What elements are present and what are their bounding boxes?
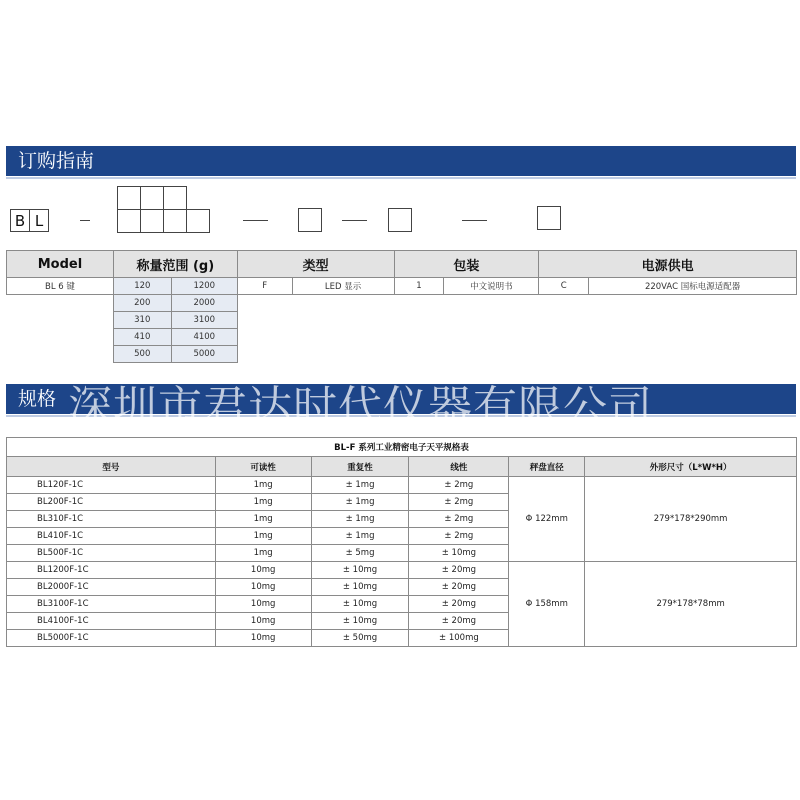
table-row: BL120F-1C 1mg ± 1mg ± 2mg Φ 122mm 279*178*290mm: [7, 477, 797, 494]
table-row: BL410F-1C 1mg ± 1mg ± 2mg: [7, 528, 797, 545]
model-value: BL 6 键: [7, 278, 114, 295]
header-model: Model: [7, 251, 114, 278]
dimensions-group2: 279*178*78mm: [585, 562, 797, 647]
prefix-letter-l: L: [29, 209, 49, 232]
spec-title: 规格: [18, 388, 57, 410]
code-box: [186, 209, 210, 233]
header-readability: 可读性: [215, 457, 311, 477]
range-max: 4100: [171, 329, 237, 346]
pack-code-box: [388, 208, 412, 232]
type-code: F: [237, 278, 292, 295]
order-guide-banner: [6, 146, 796, 176]
table-row: BL310F-1C 1mg ± 1mg ± 2mg: [7, 511, 797, 528]
pan-diameter-group2: Φ 158mm: [509, 562, 585, 647]
table-row: BL200F-1C 1mg ± 1mg ± 2mg: [7, 494, 797, 511]
pack-desc: 中文说明书: [444, 278, 539, 295]
code-box: [140, 209, 164, 233]
separator-dash: [342, 220, 367, 221]
table-row: BL5000F-1C 10mg ± 50mg ± 100mg: [7, 630, 797, 647]
header-power: 电源供电: [539, 251, 797, 278]
header-dimensions: 外形尺寸（L*W*H）: [585, 457, 797, 477]
power-code: C: [539, 278, 589, 295]
spec-table-title: BL-F 系列工业精密电子天平规格表: [7, 438, 797, 457]
power-code-box: [537, 206, 561, 230]
header-package: 包装: [394, 251, 539, 278]
range-min: 310: [114, 312, 172, 329]
header-model: 型号: [7, 457, 216, 477]
separator-dash: [462, 220, 487, 221]
code-box: [140, 186, 164, 210]
range-max: 5000: [171, 346, 237, 363]
spec-table: [6, 437, 797, 647]
power-desc: 220VAC 国标电源适配器: [589, 278, 797, 295]
type-code-box: [298, 208, 322, 232]
prefix-letter-b: B: [10, 209, 30, 232]
separator-dash: [80, 220, 90, 221]
table-row: BL4100F-1C 10mg ± 10mg ± 20mg: [7, 613, 797, 630]
table-row: BL2000F-1C 10mg ± 10mg ± 20mg: [7, 579, 797, 596]
code-box: [117, 186, 141, 210]
order-guide-title: 订购指南: [18, 150, 95, 172]
separator-dash: [243, 220, 268, 221]
header-type: 类型: [237, 251, 394, 278]
range-min: 410: [114, 329, 172, 346]
header-pan-diameter: 秤盘直径: [509, 457, 585, 477]
range-min: 120: [113, 278, 171, 295]
range-max: 2000: [171, 295, 237, 312]
pan-diameter-group1: Φ 122mm: [509, 477, 585, 562]
range-max: 3100: [171, 312, 237, 329]
type-desc: LED 显示: [292, 278, 394, 295]
order-guide-table: [6, 250, 797, 295]
code-box: [163, 186, 187, 210]
pack-code: 1: [394, 278, 444, 295]
header-linearity: 线性: [409, 457, 509, 477]
table-row: BL500F-1C 1mg ± 5mg ± 10mg: [7, 545, 797, 562]
header-range: 称量范围 (g): [113, 251, 237, 278]
table-row: BL1200F-1C 10mg ± 10mg ± 20mg Φ 158mm 279*178*78mm: [7, 562, 797, 579]
range-table: [113, 294, 238, 363]
header-repeatability: 重复性: [311, 457, 409, 477]
range-max: 1200: [171, 278, 237, 295]
range-min: 500: [114, 346, 172, 363]
code-box: [163, 209, 187, 233]
table-row: BL3100F-1C 10mg ± 10mg ± 20mg: [7, 596, 797, 613]
company-watermark: 深圳市君达时代仪器有限公司: [68, 382, 653, 433]
code-box: [117, 209, 141, 233]
dimensions-group1: 279*178*290mm: [585, 477, 797, 562]
range-min: 200: [114, 295, 172, 312]
